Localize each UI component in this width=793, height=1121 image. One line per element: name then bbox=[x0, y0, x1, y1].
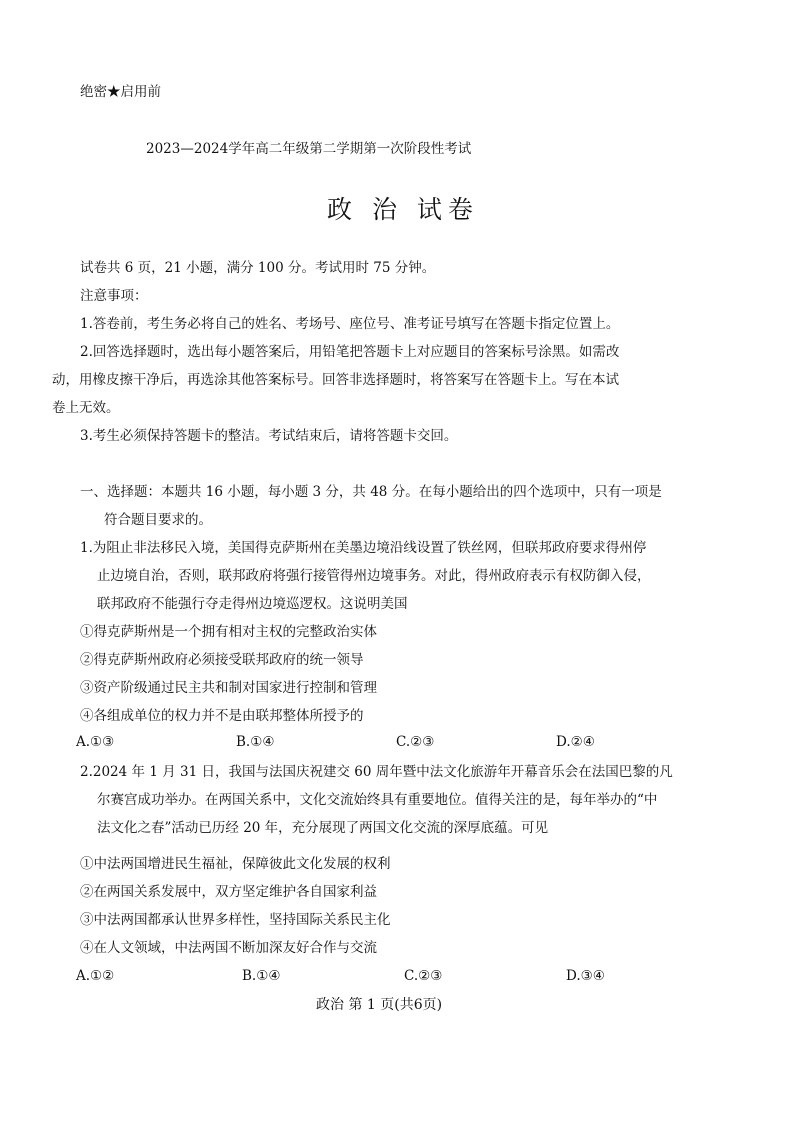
q2-statement-1: ①中法两国增进民生福祉，保障彼此文化发展的权利 bbox=[80, 856, 391, 872]
q2-stem-line-3: 法文化之春”活动已历经 20 年，充分展现了两国文化交流的深厚底蕴。可见 bbox=[97, 820, 549, 836]
note-3: 3.考生必须保持答题卡的整洁。考试结束后，请将答题卡交回。 bbox=[80, 428, 458, 444]
q1-stem-line-1: 1.为阻止非法移民入境，美国得克萨斯州在美墨边境沿线设置了铁丝网，但联邦政府要求得州停 bbox=[80, 540, 647, 556]
note-2-line-1: 2.回答选择题时，选出每小题答案后，用铅笔把答题卡上对应题目的答案标号涂黑。如需改 bbox=[80, 344, 620, 360]
q1-statement-2: ②得克萨斯州政府必须接受联邦政府的统一领导 bbox=[80, 652, 364, 668]
q2-statement-3: ③中法两国都承认世界多样性，坚持国际关系民主化 bbox=[80, 912, 391, 928]
q1-statement-4: ④各组成单位的权力并不是由联邦整体所授予的 bbox=[80, 708, 364, 724]
q1-statement-3: ③资产阶级通过民主共和制对国家进行控制和管理 bbox=[80, 680, 377, 696]
q1-stem-line-2: 止边境自治，否则，联邦政府将强行接管得州边境事务。对此，得州政府表示有权防御入侵， bbox=[97, 568, 651, 584]
q2-option-c: C.②③ bbox=[404, 968, 443, 984]
page-title: 政 治 试卷 bbox=[327, 195, 479, 224]
q2-option-b: B.①④ bbox=[242, 968, 281, 984]
page-footer: 政治 第 1 页(共6页) bbox=[316, 997, 443, 1013]
q1-stem-line-3: 联邦政府不能强行夺走得州边境巡逻权。这说明美国 bbox=[97, 596, 408, 612]
note-2-line-3: 卷上无效。 bbox=[52, 400, 120, 416]
q1-option-b: B.①④ bbox=[236, 734, 275, 750]
q2-option-a: A.①② bbox=[76, 968, 115, 984]
section-heading-line-2: 符合题目要求的。 bbox=[104, 512, 212, 528]
confidential-label: 绝密★启用前 bbox=[80, 84, 161, 100]
q1-option-a: A.①③ bbox=[76, 734, 115, 750]
section-heading-line-1: 一、选择题：本题共 16 小题，每小题 3 分，共 48 分。在每小题给出的四个选项中，只有一项是 bbox=[80, 484, 662, 500]
note-1: 1.答卷前，考生务必将自己的姓名、考场号、座位号、准考证号填写在答题卡指定位置上。 bbox=[80, 316, 620, 332]
q2-statement-2: ②在两国关系发展中，双方坚定维护各自国家利益 bbox=[80, 884, 377, 900]
q1-statement-1: ①得克萨斯州是一个拥有相对主权的完整政治实体 bbox=[80, 624, 377, 640]
notice-heading: 注意事项： bbox=[80, 288, 148, 304]
q1-option-c: C.②③ bbox=[396, 734, 435, 750]
q2-option-d: D.③④ bbox=[566, 968, 605, 984]
intro-summary: 试卷共 6 页，21 小题，满分 100 分。考试用时 75 分钟。 bbox=[80, 260, 436, 276]
q2-stem-line-1: 2.2024 年 1 月 31 日，我国与法国庆祝建交 60 周年暨中法文化旅游年开幕音乐会在法国巴黎的凡 bbox=[80, 764, 673, 780]
q2-statement-4: ④在人文领域，中法两国不断加深友好合作与交流 bbox=[80, 940, 377, 956]
q1-option-d: D.②④ bbox=[556, 734, 595, 750]
note-2-line-2: 动，用橡皮擦干净后，再选涂其他答案标号。回答非选择题时，将答案写在答题卡上。写在本试 bbox=[52, 372, 619, 388]
q2-stem-line-2: 尔赛宫成功举办。在两国关系中，文化交流始终具有重要地位。值得关注的是，每年举办的“中 bbox=[97, 792, 658, 808]
exam-name: 2023—2024学年高二年级第二学期第一次阶段性考试 bbox=[146, 141, 472, 157]
